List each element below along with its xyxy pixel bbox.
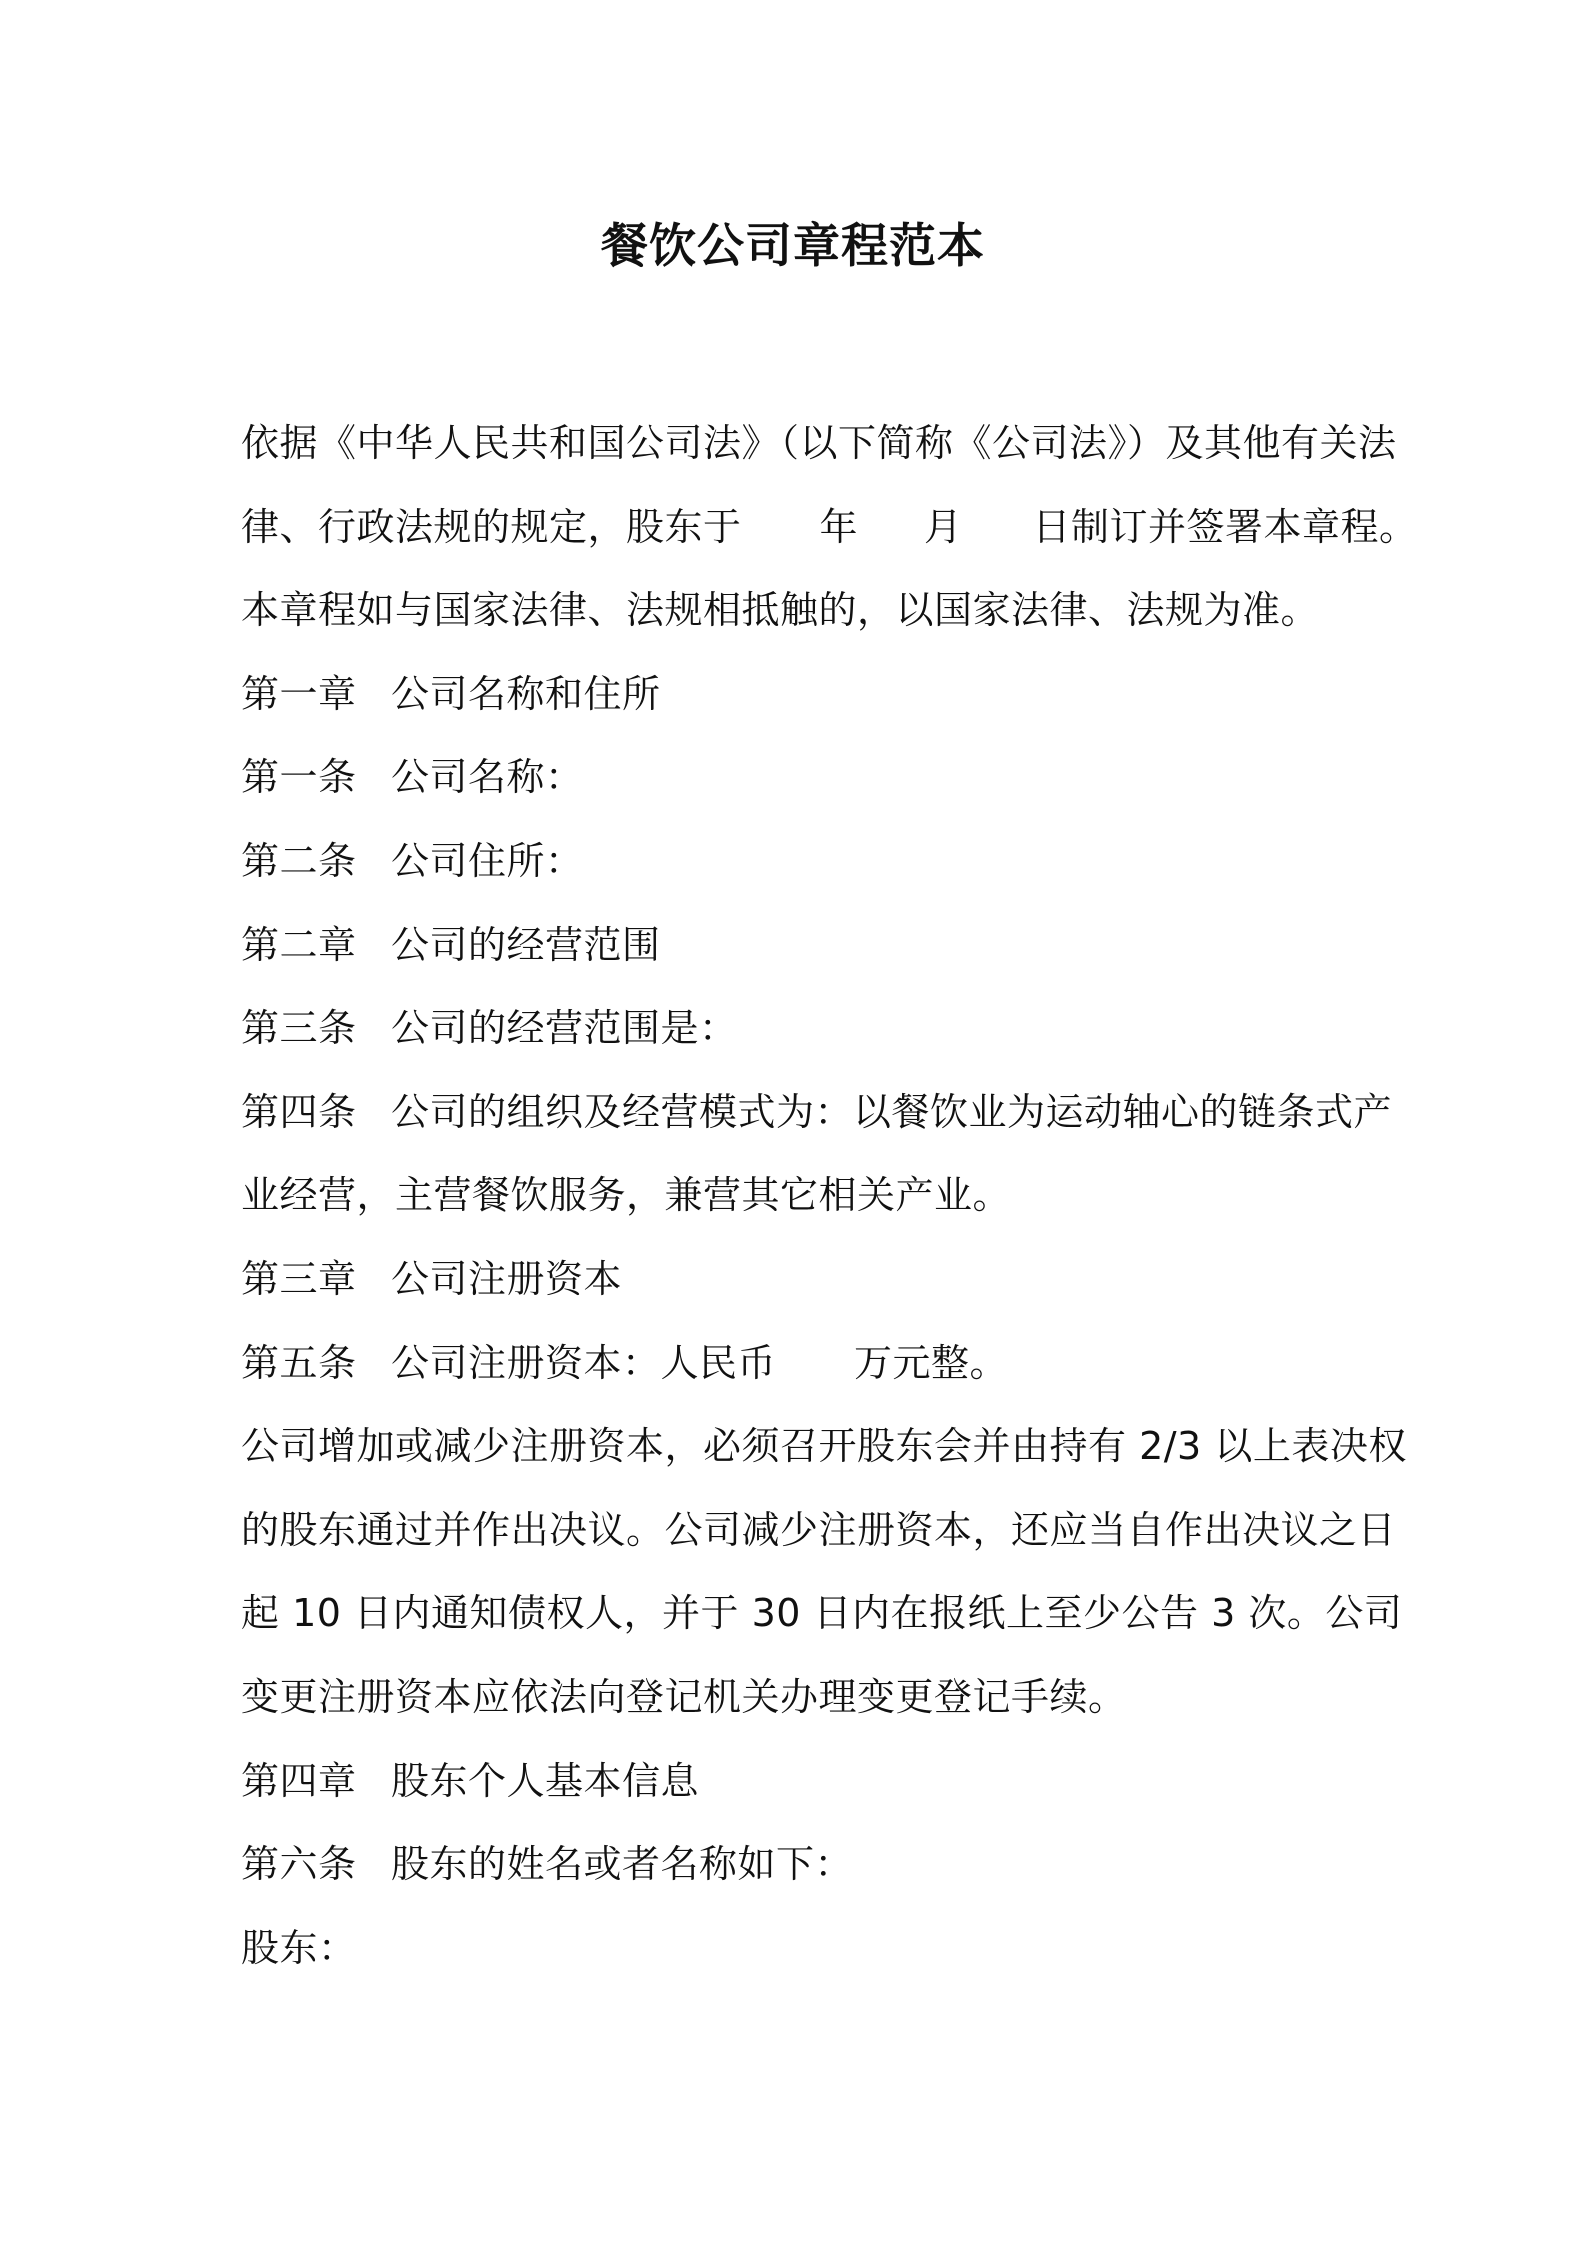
chapter-2-number: 第二章: [241, 922, 357, 967]
capital-para-line-3: 起 10 日内通知债权人，并于 30 日内在报纸上至少公告 3 次。公司: [241, 1591, 1403, 1636]
article-1: [241, 736, 1361, 820]
chapter-3-title: 公司注册资本: [391, 1256, 623, 1301]
chapter-4-number: 第四章: [241, 1758, 357, 1803]
article-5-number: 第五条: [241, 1340, 357, 1385]
article-6-number: 第六条: [241, 1842, 357, 1887]
date-month-label: 月: [924, 504, 963, 549]
preamble-line-3: 本章程如与国家法律、法规相抵触的，以国家法律、法规为准。: [241, 588, 1320, 633]
article-5: [241, 1322, 1361, 1406]
article-3-number: 第三条: [241, 1006, 357, 1051]
preamble-line-1: 依据《中华人民共和国公司法》（以下简称《公司法》）及其他有关法: [241, 421, 1397, 465]
article-4-text: 公司的组织及经营模式为：以餐饮业为运动轴心的链条式产: [391, 1089, 1393, 1134]
preamble-line-2-text: 律、行政法规的规定，股东于: [241, 504, 742, 549]
chapter-4-heading: [241, 1740, 1361, 1824]
article-2-text: 公司住所：: [391, 838, 584, 883]
chapter-1-title: 公司名称和住所: [391, 671, 661, 716]
article-4: [241, 1071, 1393, 1155]
shareholder-label: 股东：: [241, 1925, 357, 1970]
article-4-continuation: 业经营，主营餐饮服务，兼营其它相关产业。: [241, 1173, 1012, 1218]
document-body: [241, 402, 1418, 1990]
article-5-text: 公司注册资本：人民币: [391, 1340, 777, 1385]
document-title: 餐饮公司章程范本: [601, 219, 985, 274]
capital-para-line-2: 的股东通过并作出决议。公司减少注册资本，还应当自作出决议之日: [241, 1507, 1397, 1552]
article-6: [241, 1823, 1361, 1907]
chapter-2-heading: [241, 904, 1361, 988]
article-3-text: 公司的经营范围是：: [391, 1006, 738, 1051]
date-day-label: 日制订并签署本章程。: [1032, 504, 1418, 549]
article-2: [241, 820, 1361, 904]
chapter-4-title: 股东个人基本信息: [391, 1758, 700, 1803]
article-6-text: 股东的姓名或者名称如下：: [391, 1842, 854, 1887]
article-1-text: 公司名称：: [391, 755, 584, 800]
chapter-1-heading: [241, 653, 1361, 737]
capital-para-line-4: 变更注册资本应依法向登记机关办理变更登记手续。: [241, 1674, 1127, 1719]
chapter-1-number: 第一章: [241, 671, 357, 716]
preamble-line-2: [241, 486, 1418, 570]
article-3: [241, 987, 1361, 1071]
chapter-2-title: 公司的经营范围: [391, 922, 661, 967]
chapter-3-number: 第三章: [241, 1256, 357, 1301]
date-year-label: 年: [819, 504, 859, 549]
article-1-number: 第一条: [241, 755, 357, 800]
article-5-amount-suffix: 万元整。: [854, 1340, 1009, 1385]
article-4-number: 第四条: [241, 1089, 357, 1134]
capital-para-line-1: 公司增加或减少注册资本，必须召开股东会并由持有 2/3 以上表决权: [241, 1424, 1407, 1469]
article-2-number: 第二条: [241, 838, 357, 883]
chapter-3-heading: [241, 1238, 1361, 1322]
